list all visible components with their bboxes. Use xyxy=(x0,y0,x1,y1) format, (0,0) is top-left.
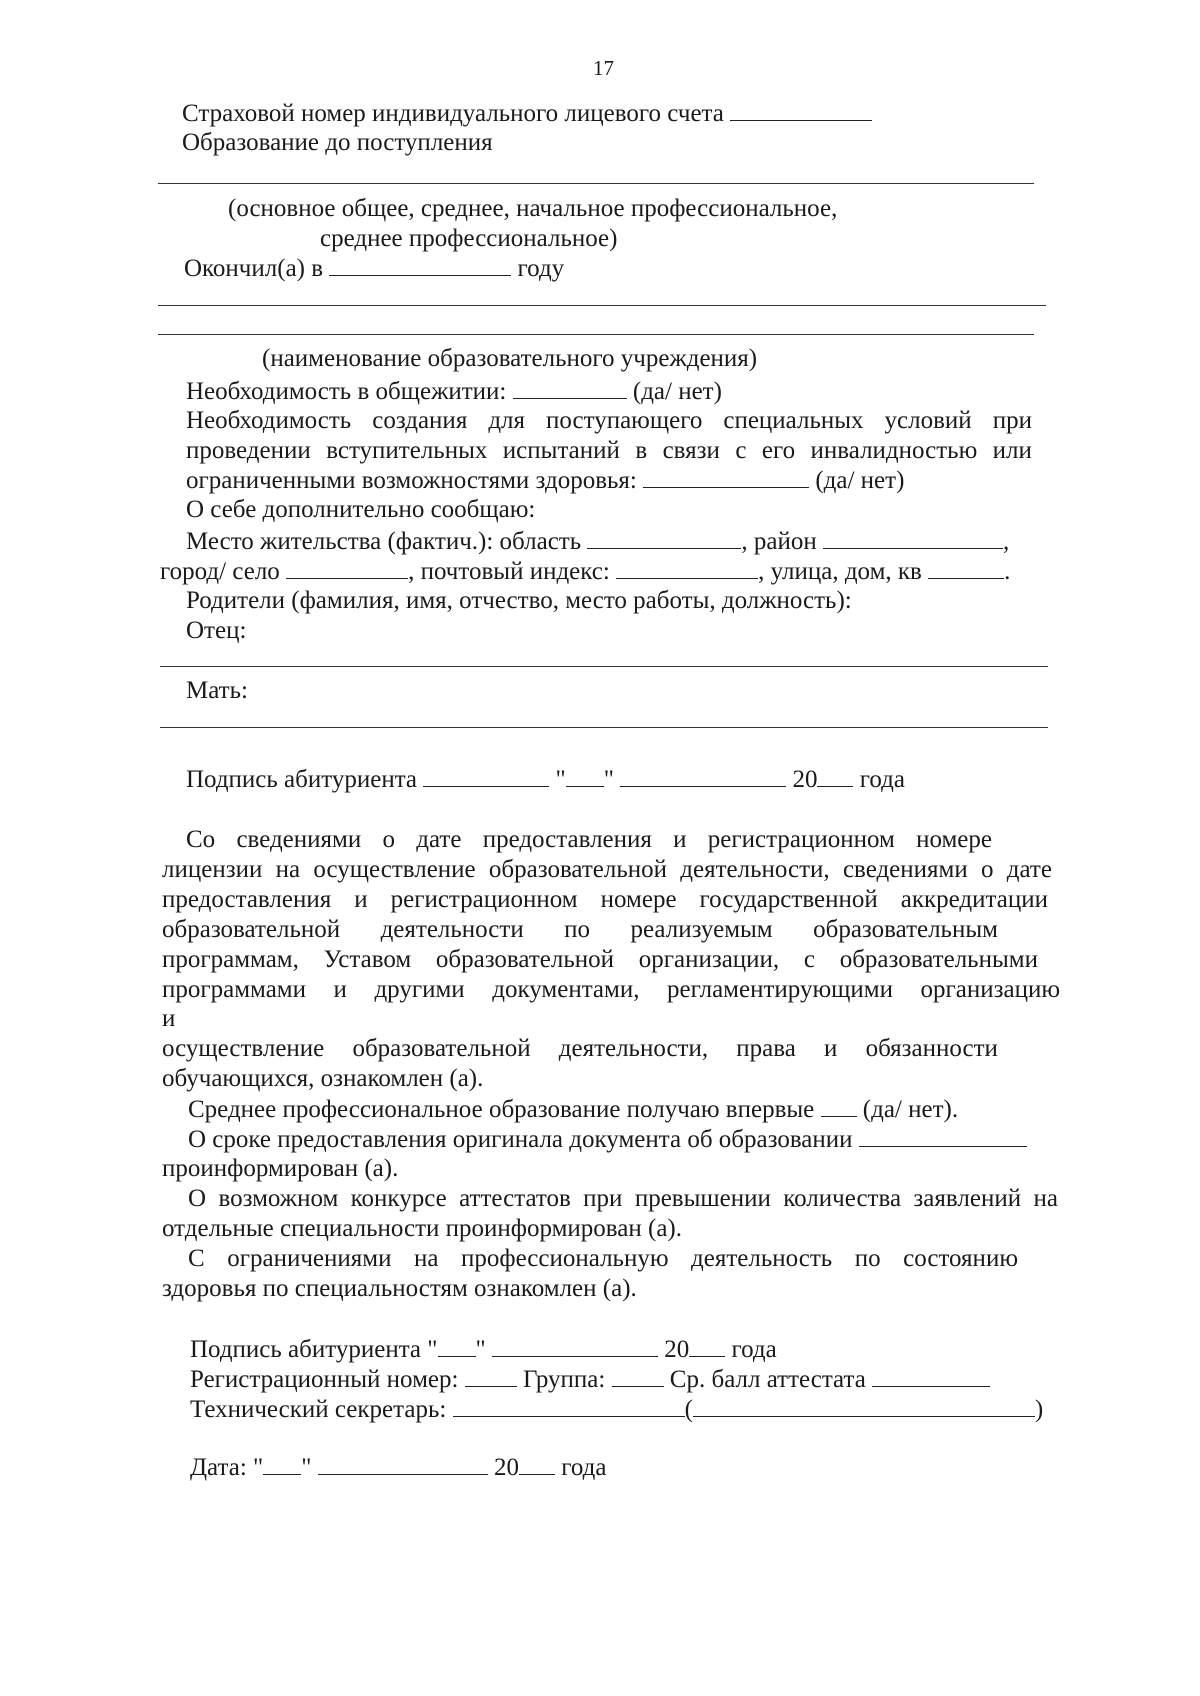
year-prefix-2: 20 xyxy=(664,1336,690,1363)
district-comma: , xyxy=(1003,528,1010,555)
paren-open: ( xyxy=(684,1396,693,1423)
consent-line-4: образовательной деятельности по реализуемым образовательным xyxy=(162,916,998,943)
health-label: ограниченными возможностями здоровья: xyxy=(186,467,637,494)
health-blank xyxy=(643,467,809,488)
date-year-suffix: года xyxy=(561,1454,607,1481)
residence-region-label: Место жительства (фактич.): область xyxy=(186,528,582,555)
registration-number-blank xyxy=(465,1366,517,1387)
education-label: Образование до поступления xyxy=(182,129,493,156)
original-doc-line-2: проинформирован (а). xyxy=(162,1155,399,1182)
date-year-blank xyxy=(519,1454,555,1475)
first-spo-line xyxy=(188,1096,958,1122)
district-label: , район xyxy=(741,528,817,555)
health-options: (да/ нет) xyxy=(815,467,905,494)
year-blank xyxy=(817,766,853,787)
secretary-signature-blank xyxy=(453,1396,685,1417)
applicant-signature-line-2 xyxy=(190,1336,777,1362)
city-blank xyxy=(286,558,408,579)
secretary-label: Технический секретарь: xyxy=(190,1396,447,1423)
mother-blank-line xyxy=(160,727,1048,728)
health-line xyxy=(186,467,904,493)
father-label: Отец: xyxy=(186,617,247,644)
year-blank-2 xyxy=(689,1336,725,1357)
insurance-number-blank xyxy=(730,100,872,121)
year-suffix-2: года xyxy=(731,1336,777,1363)
consent-line-5: программам, Уставом образовательной организации, с образовательными xyxy=(162,946,1038,973)
original-doc-blank xyxy=(859,1126,1027,1147)
applicant-signature-label: Подпись абитуриента xyxy=(186,766,418,793)
first-spo-blank xyxy=(821,1096,857,1117)
average-score-label: Ср. балл аттестата xyxy=(669,1366,866,1393)
institution-blank-line-1 xyxy=(158,305,1046,306)
registration-number-label: Регистрационный номер: xyxy=(190,1366,459,1393)
consent-line-9: обучающихся, ознакомлен (а). xyxy=(162,1065,484,1092)
dormitory-blank xyxy=(513,378,627,399)
about-self-label: О себе дополнительно сообщаю: xyxy=(186,496,536,523)
applicant-signature-line-1 xyxy=(186,766,905,792)
father-blank-line xyxy=(160,666,1048,667)
address-period: . xyxy=(1004,558,1011,585)
date-quote-close: " xyxy=(301,1454,312,1481)
year-prefix: 20 xyxy=(792,766,818,793)
month-blank-2 xyxy=(492,1336,658,1357)
postcode-label: , почтовый индекс: xyxy=(408,558,610,585)
original-doc-line xyxy=(188,1126,1027,1152)
date-line xyxy=(190,1454,606,1480)
first-spo-label: Среднее профессиональное образование получаю впервые xyxy=(188,1096,815,1123)
original-doc-label: О сроке предоставления оригинала документа об образовании xyxy=(188,1126,853,1153)
street-blank xyxy=(928,558,1004,579)
insurance-number-line xyxy=(182,100,872,126)
date-day-blank xyxy=(263,1454,301,1475)
graduated-line xyxy=(184,255,564,281)
year-suffix: года xyxy=(859,766,905,793)
contest-line-2: отдельные специальности проинформирован (а). xyxy=(162,1215,683,1242)
consent-line-3: предоставления и регистрационном номере государственной аккредитации xyxy=(162,886,1048,913)
institution-hint: (наименование образовательного учреждения) xyxy=(262,345,758,372)
special-conditions-line-2: проведении вступительных испытаний в связи с его инвалидностью или xyxy=(186,437,1032,464)
first-spo-options: (да/ нет). xyxy=(862,1096,959,1123)
education-blank-line xyxy=(158,183,1034,184)
consent-line-8: осуществление образовательной деятельности, права и обязанности xyxy=(162,1035,998,1062)
consent-line-7: и xyxy=(162,1005,176,1032)
quote-close-2: " xyxy=(475,1336,486,1363)
postcode-blank xyxy=(616,558,758,579)
dormitory-label: Необходимость в общежитии: xyxy=(186,378,507,405)
dormitory-line xyxy=(186,378,722,404)
paren-close: ) xyxy=(1034,1396,1044,1423)
residence-line xyxy=(186,528,1009,554)
secretary-name-blank xyxy=(693,1396,1035,1417)
education-hint-2: среднее профессиональное) xyxy=(320,225,618,252)
contest-line-1: О возможном конкурсе аттестатов при превышении количества заявлений на xyxy=(188,1185,1058,1212)
day-blank xyxy=(566,766,604,787)
quote-open: " xyxy=(555,766,566,793)
day-blank-2 xyxy=(438,1336,476,1357)
average-score-blank xyxy=(872,1366,990,1387)
education-hint-1: (основное общее, среднее, начальное профессиональное, xyxy=(228,195,838,222)
date-month-blank xyxy=(318,1454,488,1475)
month-blank xyxy=(620,766,786,787)
restrictions-line-2: здоровья по специальностям ознакомлен (а). xyxy=(162,1275,637,1302)
group-blank xyxy=(612,1366,664,1387)
dormitory-options: (да/ нет) xyxy=(632,378,722,405)
city-label: город/ село xyxy=(160,558,280,585)
restrictions-line-1: С ограничениями на профессиональную деятельность по состоянию xyxy=(188,1245,1018,1272)
special-conditions-line-1: Необходимость создания для поступающего специальных условий при xyxy=(186,407,1032,434)
consent-line-6: программами и другими документами, регламентирующими организацию xyxy=(162,976,1060,1003)
consent-line-2: лицензии на осуществление образовательной деятельности, сведениями о дате xyxy=(162,856,1052,883)
district-blank xyxy=(823,528,1003,549)
graduated-year-suffix: году xyxy=(517,255,565,282)
address-line xyxy=(160,558,1010,584)
group-label: Группа: xyxy=(522,1366,606,1393)
page-number: 17 xyxy=(593,56,614,80)
secretary-line xyxy=(190,1396,1043,1422)
parents-label: Родители (фамилия, имя, отчество, место работы, должность): xyxy=(186,587,852,614)
applicant-signature-label-2: Подпись абитуриента " xyxy=(190,1336,438,1363)
institution-blank-line-2 xyxy=(158,334,1034,335)
region-blank xyxy=(587,528,741,549)
insurance-number-label: Страховой номер индивидуального лицевого счета xyxy=(182,100,724,127)
signature-blank xyxy=(423,766,549,787)
date-label: Дата: " xyxy=(190,1454,264,1481)
date-year-prefix: 20 xyxy=(493,1454,519,1481)
graduated-year-blank xyxy=(329,255,511,276)
mother-label: Мать: xyxy=(186,677,248,704)
quote-close: " xyxy=(603,766,614,793)
graduated-label: Окончил(а) в xyxy=(184,255,324,282)
consent-line-1: Со сведениями о дате предоставления и регистрационном номере xyxy=(186,826,992,853)
registration-line xyxy=(190,1366,990,1392)
street-label: , улица, дом, кв xyxy=(758,558,922,585)
